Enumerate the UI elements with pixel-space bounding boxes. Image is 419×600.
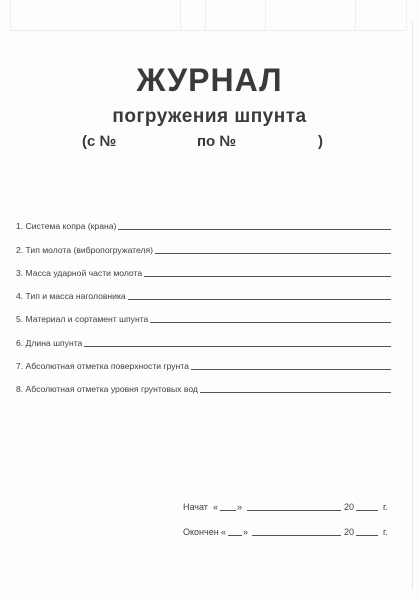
field-label: 6. Длина шпунта bbox=[16, 337, 83, 348]
end-year-line[interactable] bbox=[356, 535, 378, 536]
field-fill-line[interactable] bbox=[155, 244, 391, 254]
field-fill-line[interactable] bbox=[200, 383, 391, 393]
end-date-label: Окончен bbox=[183, 527, 219, 537]
field-fill-line[interactable] bbox=[144, 267, 391, 277]
field-fill-line[interactable] bbox=[128, 290, 391, 300]
field-label: 2. Тип молота (вибропогружателя) bbox=[16, 244, 154, 255]
field-fill-line[interactable] bbox=[191, 360, 391, 370]
field-row bbox=[16, 208, 391, 231]
field-label: 1. Система копра (крана) bbox=[16, 221, 117, 232]
year-prefix: 20 bbox=[344, 502, 355, 512]
end-day-line[interactable] bbox=[228, 535, 242, 536]
field-row bbox=[16, 348, 391, 371]
journal-subtitle: погружения шпунта bbox=[112, 106, 307, 127]
start-day-line[interactable] bbox=[220, 510, 236, 511]
quote-close: » bbox=[243, 527, 249, 537]
range-to-label: по № bbox=[197, 133, 237, 150]
range-from-label: (с № bbox=[82, 133, 117, 150]
start-date-label: Начат bbox=[183, 502, 208, 512]
quote-close: » bbox=[237, 502, 243, 512]
field-label: 8. Абсолютная отметка уровня грунтовых вод bbox=[16, 384, 198, 395]
field-label: 4. Тип и масса наголовника bbox=[16, 291, 126, 302]
year-suffix: г. bbox=[383, 527, 388, 537]
year-prefix: 20 bbox=[344, 527, 355, 537]
field-label: 7. Абсолютная отметка поверхности грунта bbox=[16, 361, 189, 372]
field-row bbox=[16, 255, 391, 278]
field-row bbox=[16, 278, 391, 301]
quote-open: « bbox=[221, 527, 227, 537]
year-suffix: г. bbox=[383, 502, 388, 512]
fields-list bbox=[16, 208, 391, 394]
journal-title: ЖУРНАЛ bbox=[136, 62, 283, 98]
field-label: 5. Материал и сортамент шпунта bbox=[16, 314, 149, 325]
quote-open: « bbox=[213, 502, 219, 512]
bleed-through-table bbox=[10, 0, 405, 31]
start-year-line[interactable] bbox=[356, 510, 378, 511]
field-row bbox=[16, 231, 391, 254]
field-row bbox=[16, 324, 391, 347]
range-close-paren: ) bbox=[318, 133, 323, 150]
field-fill-line[interactable] bbox=[150, 313, 391, 323]
field-label: 3. Масса ударной части молота bbox=[16, 267, 143, 278]
field-row bbox=[16, 301, 391, 324]
field-fill-line[interactable] bbox=[84, 337, 391, 347]
start-month-line[interactable] bbox=[247, 510, 341, 511]
field-row bbox=[16, 371, 391, 394]
field-fill-line[interactable] bbox=[118, 220, 391, 230]
end-month-line[interactable] bbox=[252, 535, 341, 536]
